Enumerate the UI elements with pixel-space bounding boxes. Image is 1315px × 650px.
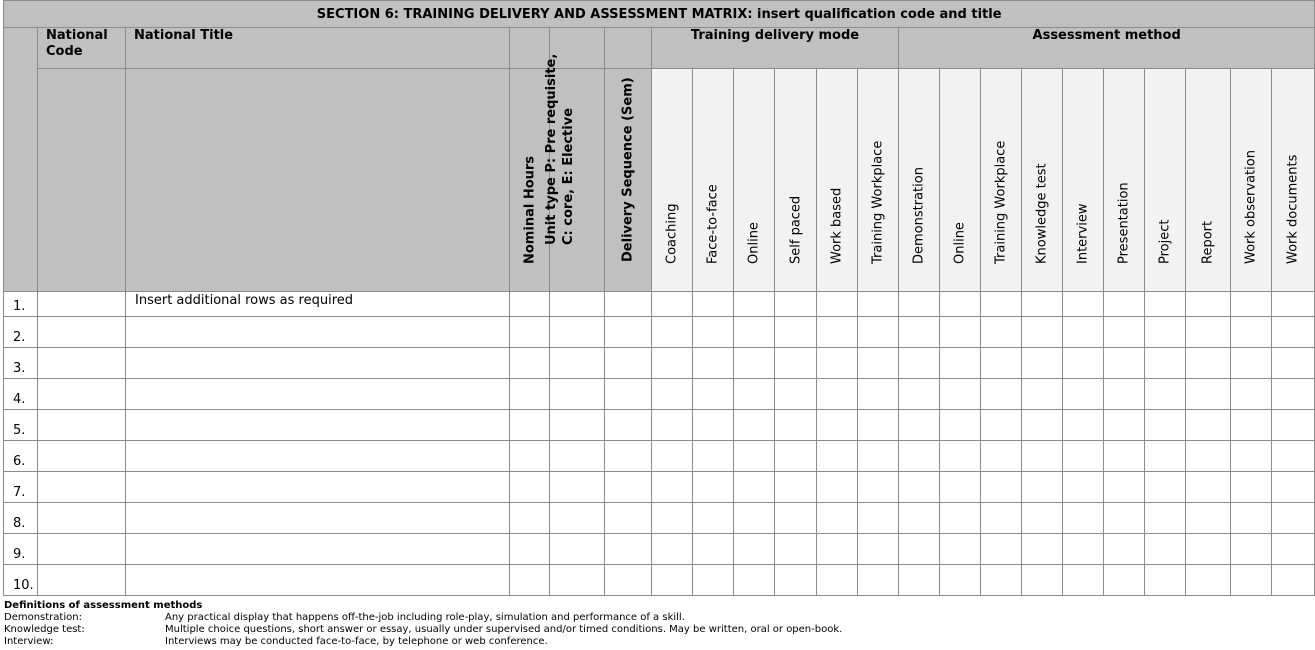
assessment-demonstration: Demonstration (899, 69, 940, 292)
matrix-cell[interactable] (775, 379, 817, 410)
matrix-cell[interactable] (1186, 348, 1231, 379)
definitions-heading: Definitions of assessment methods (4, 600, 203, 611)
matrix-cell[interactable] (981, 441, 1022, 472)
matrix-cell[interactable] (899, 534, 940, 565)
matrix-cell[interactable] (1186, 292, 1231, 317)
national-title-cell[interactable] (126, 441, 510, 472)
matrix-cell[interactable] (1186, 565, 1231, 596)
national-code-header: National Code (38, 28, 126, 69)
matrix-cell[interactable] (1231, 472, 1272, 503)
matrix-cell[interactable] (1063, 292, 1104, 317)
national-title-cell[interactable]: Insert additional rows as required (126, 292, 510, 317)
national-title-cell[interactable] (126, 317, 510, 348)
matrix-cell[interactable] (550, 565, 605, 596)
matrix-cell[interactable] (858, 292, 899, 317)
matrix-cell[interactable] (1022, 503, 1063, 534)
matrix-cell[interactable] (1022, 410, 1063, 441)
nominal-hours-header: Nominal Hours (510, 69, 550, 292)
matrix-cell[interactable] (550, 472, 605, 503)
matrix-cell[interactable] (775, 441, 817, 472)
assessment-project: Project (1145, 69, 1186, 292)
matrix-cell[interactable] (734, 317, 775, 348)
section-title: SECTION 6: TRAINING DELIVERY AND ASSESSMENT MATRIX: insert qualification code and title (4, 1, 1315, 28)
delivery-mode-coaching: Coaching (652, 69, 693, 292)
row-number-header (4, 28, 38, 292)
matrix-cell[interactable] (652, 503, 693, 534)
table-row (4, 348, 1315, 379)
matrix-cell[interactable] (550, 503, 605, 534)
matrix-cell[interactable] (1231, 565, 1272, 596)
matrix-cell[interactable] (775, 410, 817, 441)
matrix-cell[interactable] (605, 472, 652, 503)
matrix-cell[interactable] (1022, 565, 1063, 596)
matrix-cell[interactable] (1104, 534, 1145, 565)
matrix-cell[interactable] (550, 534, 605, 565)
row-number: 2. (4, 317, 38, 348)
matrix-cell[interactable] (605, 503, 652, 534)
matrix-cell[interactable] (1104, 503, 1145, 534)
matrix-cell[interactable] (858, 379, 899, 410)
matrix-cell[interactable] (1022, 292, 1063, 317)
matrix-cell[interactable] (775, 565, 817, 596)
training-delivery-mode-header: Training delivery mode (652, 28, 899, 69)
assessment-matrix-table (3, 0, 1315, 596)
matrix-cell[interactable] (510, 379, 550, 410)
national-code-cell[interactable] (38, 472, 126, 503)
matrix-cell[interactable] (734, 472, 775, 503)
matrix-cell[interactable] (1063, 441, 1104, 472)
definitions-section (4, 600, 842, 648)
matrix-cell[interactable] (734, 410, 775, 441)
assessment-training-workplace: Training Workplace (981, 69, 1022, 292)
matrix-cell[interactable] (605, 348, 652, 379)
matrix-cell[interactable] (1104, 317, 1145, 348)
matrix-cell[interactable] (693, 292, 734, 317)
matrix-cell[interactable] (1272, 348, 1315, 379)
matrix-cell[interactable] (734, 292, 775, 317)
matrix-cell[interactable] (940, 472, 981, 503)
national-title-cell[interactable] (126, 472, 510, 503)
matrix-cell[interactable] (734, 565, 775, 596)
matrix-cell[interactable] (1145, 317, 1186, 348)
matrix-cell[interactable] (510, 292, 550, 317)
delivery-mode-training-workplace: Training Workplace (858, 69, 899, 292)
matrix-cell[interactable] (1231, 534, 1272, 565)
matrix-cell[interactable] (693, 317, 734, 348)
matrix-cell[interactable] (817, 534, 858, 565)
matrix-cell[interactable] (1231, 503, 1272, 534)
matrix-cell[interactable] (652, 472, 693, 503)
matrix-cell[interactable] (775, 534, 817, 565)
matrix-cell[interactable] (940, 503, 981, 534)
national-title-subheader (126, 69, 510, 292)
matrix-cell[interactable] (1145, 472, 1186, 503)
national-code-cell[interactable] (38, 441, 126, 472)
table-row (4, 565, 1315, 596)
matrix-cell[interactable] (1272, 317, 1315, 348)
matrix-cell[interactable] (693, 441, 734, 472)
matrix-cell[interactable] (550, 379, 605, 410)
assessment-work-documents: Work documents (1272, 69, 1315, 292)
matrix-cell[interactable] (605, 441, 652, 472)
matrix-cell[interactable] (1104, 410, 1145, 441)
matrix-cell[interactable] (1272, 534, 1315, 565)
matrix-cell[interactable] (693, 379, 734, 410)
unit-type-header: Unit type P: Pre requisite, C: core, E: Elective (550, 69, 605, 292)
matrix-cell[interactable] (1145, 348, 1186, 379)
matrix-cell[interactable] (899, 348, 940, 379)
national-title-cell[interactable] (126, 348, 510, 379)
matrix-cell[interactable] (940, 379, 981, 410)
row-number: 8. (4, 503, 38, 534)
matrix-cell[interactable] (693, 534, 734, 565)
matrix-cell[interactable] (1145, 534, 1186, 565)
assessment-report: Report (1186, 69, 1231, 292)
matrix-cell[interactable] (652, 317, 693, 348)
matrix-cell[interactable] (1022, 534, 1063, 565)
matrix-cell[interactable] (817, 565, 858, 596)
table-row (4, 379, 1315, 410)
matrix-cell[interactable] (817, 317, 858, 348)
matrix-cell[interactable] (940, 565, 981, 596)
matrix-cell[interactable] (1145, 379, 1186, 410)
matrix-cell[interactable] (858, 503, 899, 534)
matrix-cell[interactable] (817, 348, 858, 379)
table-row (4, 410, 1315, 441)
definition-text: Multiple choice questions, short answer or essay, usually under supervised and/or timed conditions. May be written, oral or open-book. (165, 624, 843, 635)
matrix-cell[interactable] (1063, 472, 1104, 503)
assessment-work-observation: Work observation (1231, 69, 1272, 292)
matrix-cell[interactable] (1104, 472, 1145, 503)
delivery-mode-face-to-face: Face-to-face (693, 69, 734, 292)
matrix-cell[interactable] (940, 348, 981, 379)
matrix-cell[interactable] (1063, 565, 1104, 596)
matrix-cell[interactable] (940, 292, 981, 317)
matrix-cell[interactable] (734, 379, 775, 410)
definition-row (4, 636, 842, 648)
matrix-cell[interactable] (652, 410, 693, 441)
matrix-cell[interactable] (817, 292, 858, 317)
definition-text: Interviews may be conducted face-to-face, by telephone or web conference. (165, 636, 548, 647)
definition-term: Demonstration: (4, 612, 82, 623)
matrix-cell[interactable] (605, 317, 652, 348)
row-number: 3. (4, 348, 38, 379)
national-code-cell[interactable] (38, 292, 126, 317)
matrix-cell[interactable] (693, 503, 734, 534)
matrix-cell[interactable] (858, 317, 899, 348)
matrix-cell[interactable] (858, 348, 899, 379)
matrix-cell[interactable] (550, 348, 605, 379)
matrix-cell[interactable] (605, 565, 652, 596)
matrix-cell[interactable] (550, 317, 605, 348)
matrix-cell[interactable] (652, 292, 693, 317)
row-number: 4. (4, 379, 38, 410)
matrix-cell[interactable] (510, 472, 550, 503)
matrix-cell[interactable] (1186, 379, 1231, 410)
matrix-cell[interactable] (605, 379, 652, 410)
row-number: 9. (4, 534, 38, 565)
table-row (4, 503, 1315, 534)
matrix-cell[interactable] (652, 565, 693, 596)
matrix-cell[interactable] (981, 534, 1022, 565)
matrix-cell[interactable] (1063, 348, 1104, 379)
matrix-cell[interactable] (899, 503, 940, 534)
matrix-cell[interactable] (1104, 379, 1145, 410)
matrix-cell[interactable] (1022, 317, 1063, 348)
matrix-cell[interactable] (981, 379, 1022, 410)
matrix-cell[interactable] (981, 317, 1022, 348)
matrix-cell[interactable] (1063, 379, 1104, 410)
national-title-cell[interactable] (126, 534, 510, 565)
row-number: 5. (4, 410, 38, 441)
matrix-cell[interactable] (1145, 292, 1186, 317)
matrix-cell[interactable] (940, 317, 981, 348)
matrix-cell[interactable] (693, 410, 734, 441)
matrix-cell[interactable] (1145, 503, 1186, 534)
matrix-cell[interactable] (981, 292, 1022, 317)
national-code-cell[interactable] (38, 410, 126, 441)
national-title-header: National Title (126, 28, 510, 69)
matrix-cell[interactable] (1186, 503, 1231, 534)
matrix-cell[interactable] (858, 472, 899, 503)
matrix-cell[interactable] (899, 379, 940, 410)
matrix-cell[interactable] (510, 348, 550, 379)
matrix-cell[interactable] (1272, 379, 1315, 410)
row-number: 1. (4, 292, 38, 317)
matrix-cell[interactable] (775, 348, 817, 379)
table-row (4, 441, 1315, 472)
matrix-cell[interactable] (550, 441, 605, 472)
matrix-cell[interactable] (652, 348, 693, 379)
matrix-cell[interactable] (858, 410, 899, 441)
matrix-cell[interactable] (817, 503, 858, 534)
table-row (4, 292, 1315, 317)
matrix-cell[interactable] (858, 534, 899, 565)
assessment-presentation: Presentation (1104, 69, 1145, 292)
row-number: 7. (4, 472, 38, 503)
matrix-cell[interactable] (1145, 441, 1186, 472)
matrix-cell[interactable] (1272, 472, 1315, 503)
matrix-cell[interactable] (817, 472, 858, 503)
row-number: 10. (4, 565, 38, 596)
matrix-cell[interactable] (817, 441, 858, 472)
matrix-cell[interactable] (1186, 472, 1231, 503)
matrix-cell[interactable] (981, 472, 1022, 503)
matrix-cell[interactable] (775, 503, 817, 534)
matrix-cell[interactable] (940, 441, 981, 472)
matrix-cell[interactable] (1272, 565, 1315, 596)
delivery-sequence-header: Delivery Sequence (Sem) (605, 69, 652, 292)
matrix-cell[interactable] (693, 472, 734, 503)
matrix-cell[interactable] (858, 441, 899, 472)
matrix-cell[interactable] (605, 292, 652, 317)
matrix-cell[interactable] (899, 472, 940, 503)
matrix-cell[interactable] (605, 534, 652, 565)
national-code-cell[interactable] (38, 379, 126, 410)
matrix-cell[interactable] (1272, 410, 1315, 441)
matrix-cell[interactable] (1186, 441, 1231, 472)
matrix-cell[interactable] (1186, 317, 1231, 348)
matrix-cell[interactable] (693, 348, 734, 379)
matrix-cell[interactable] (1104, 441, 1145, 472)
matrix-cell[interactable] (940, 410, 981, 441)
definition-text: Any practical display that happens off-the-job including role-play, simulation and performance of a skill. (165, 612, 685, 623)
matrix-cell[interactable] (510, 410, 550, 441)
matrix-body (4, 292, 1315, 596)
matrix-cell[interactable] (1272, 292, 1315, 317)
matrix-cell[interactable] (1231, 379, 1272, 410)
table-row (4, 317, 1315, 348)
matrix-cell[interactable] (899, 410, 940, 441)
national-title-cell[interactable] (126, 410, 510, 441)
matrix-cell[interactable] (693, 565, 734, 596)
assessment-interview: Interview (1063, 69, 1104, 292)
national-title-cell[interactable] (126, 565, 510, 596)
definition-term: Knowledge test: (4, 624, 85, 635)
matrix-cell[interactable] (1063, 410, 1104, 441)
matrix-cell[interactable] (1272, 503, 1315, 534)
assessment-method-header: Assessment method (899, 28, 1315, 69)
matrix-cell[interactable] (981, 410, 1022, 441)
matrix-cell[interactable] (1022, 348, 1063, 379)
matrix-cell[interactable] (605, 410, 652, 441)
table-row (4, 534, 1315, 565)
matrix-cell[interactable] (1022, 379, 1063, 410)
definition-row (4, 624, 842, 636)
matrix-cell[interactable] (1231, 317, 1272, 348)
matrix-cell[interactable] (899, 317, 940, 348)
matrix-cell[interactable] (1022, 472, 1063, 503)
delivery-mode-online: Online (734, 69, 775, 292)
matrix-cell[interactable] (1231, 292, 1272, 317)
matrix-cell[interactable] (652, 379, 693, 410)
matrix-cell[interactable] (652, 441, 693, 472)
matrix-cell[interactable] (550, 410, 605, 441)
national-title-cell[interactable] (126, 503, 510, 534)
national-code-cell[interactable] (38, 565, 126, 596)
matrix-cell[interactable] (858, 565, 899, 596)
matrix-cell[interactable] (510, 317, 550, 348)
matrix-cell[interactable] (1104, 348, 1145, 379)
matrix-cell[interactable] (510, 441, 550, 472)
matrix-cell[interactable] (981, 565, 1022, 596)
matrix-cell[interactable] (1231, 441, 1272, 472)
matrix-cell[interactable] (775, 472, 817, 503)
delivery-mode-self-paced: Self paced (775, 69, 817, 292)
national-code-subheader (38, 69, 126, 292)
matrix-cell[interactable] (510, 503, 550, 534)
matrix-cell[interactable] (1231, 348, 1272, 379)
assessment-online: Online (940, 69, 981, 292)
matrix-cell[interactable] (1186, 534, 1231, 565)
matrix-cell[interactable] (734, 441, 775, 472)
matrix-cell[interactable] (510, 534, 550, 565)
definition-row (4, 612, 842, 624)
matrix-cell[interactable] (1145, 410, 1186, 441)
national-code-cell[interactable] (38, 534, 126, 565)
matrix-cell[interactable] (981, 503, 1022, 534)
row-number: 6. (4, 441, 38, 472)
matrix-cell[interactable] (734, 348, 775, 379)
matrix-cell[interactable] (981, 348, 1022, 379)
matrix-cell[interactable] (899, 565, 940, 596)
definition-term: Interview: (4, 636, 54, 647)
table-row (4, 472, 1315, 503)
matrix-cell[interactable] (817, 410, 858, 441)
matrix-cell[interactable] (1145, 565, 1186, 596)
matrix-cell[interactable] (734, 534, 775, 565)
matrix-cell[interactable] (1186, 410, 1231, 441)
matrix-cell[interactable] (940, 534, 981, 565)
national-code-cell[interactable] (38, 348, 126, 379)
matrix-cell[interactable] (1063, 317, 1104, 348)
matrix-cell[interactable] (817, 379, 858, 410)
matrix-cell[interactable] (1022, 441, 1063, 472)
national-title-cell[interactable] (126, 379, 510, 410)
matrix-cell[interactable] (550, 292, 605, 317)
delivery-mode-work-based: Work based (817, 69, 858, 292)
matrix-cell[interactable] (1063, 503, 1104, 534)
delivery-sequence-header-top (605, 28, 652, 69)
national-code-cell[interactable] (38, 317, 126, 348)
matrix-cell[interactable] (1063, 534, 1104, 565)
matrix-cell[interactable] (899, 292, 940, 317)
matrix-cell[interactable] (510, 565, 550, 596)
assessment-knowledge-test: Knowledge test (1022, 69, 1063, 292)
matrix-cell[interactable] (1231, 410, 1272, 441)
matrix-cell[interactable] (775, 292, 817, 317)
matrix-cell[interactable] (1104, 565, 1145, 596)
matrix-cell[interactable] (1104, 292, 1145, 317)
matrix-cell[interactable] (734, 503, 775, 534)
matrix-cell[interactable] (775, 317, 817, 348)
national-code-cell[interactable] (38, 503, 126, 534)
matrix-cell[interactable] (899, 441, 940, 472)
matrix-cell[interactable] (1272, 441, 1315, 472)
matrix-cell[interactable] (652, 534, 693, 565)
